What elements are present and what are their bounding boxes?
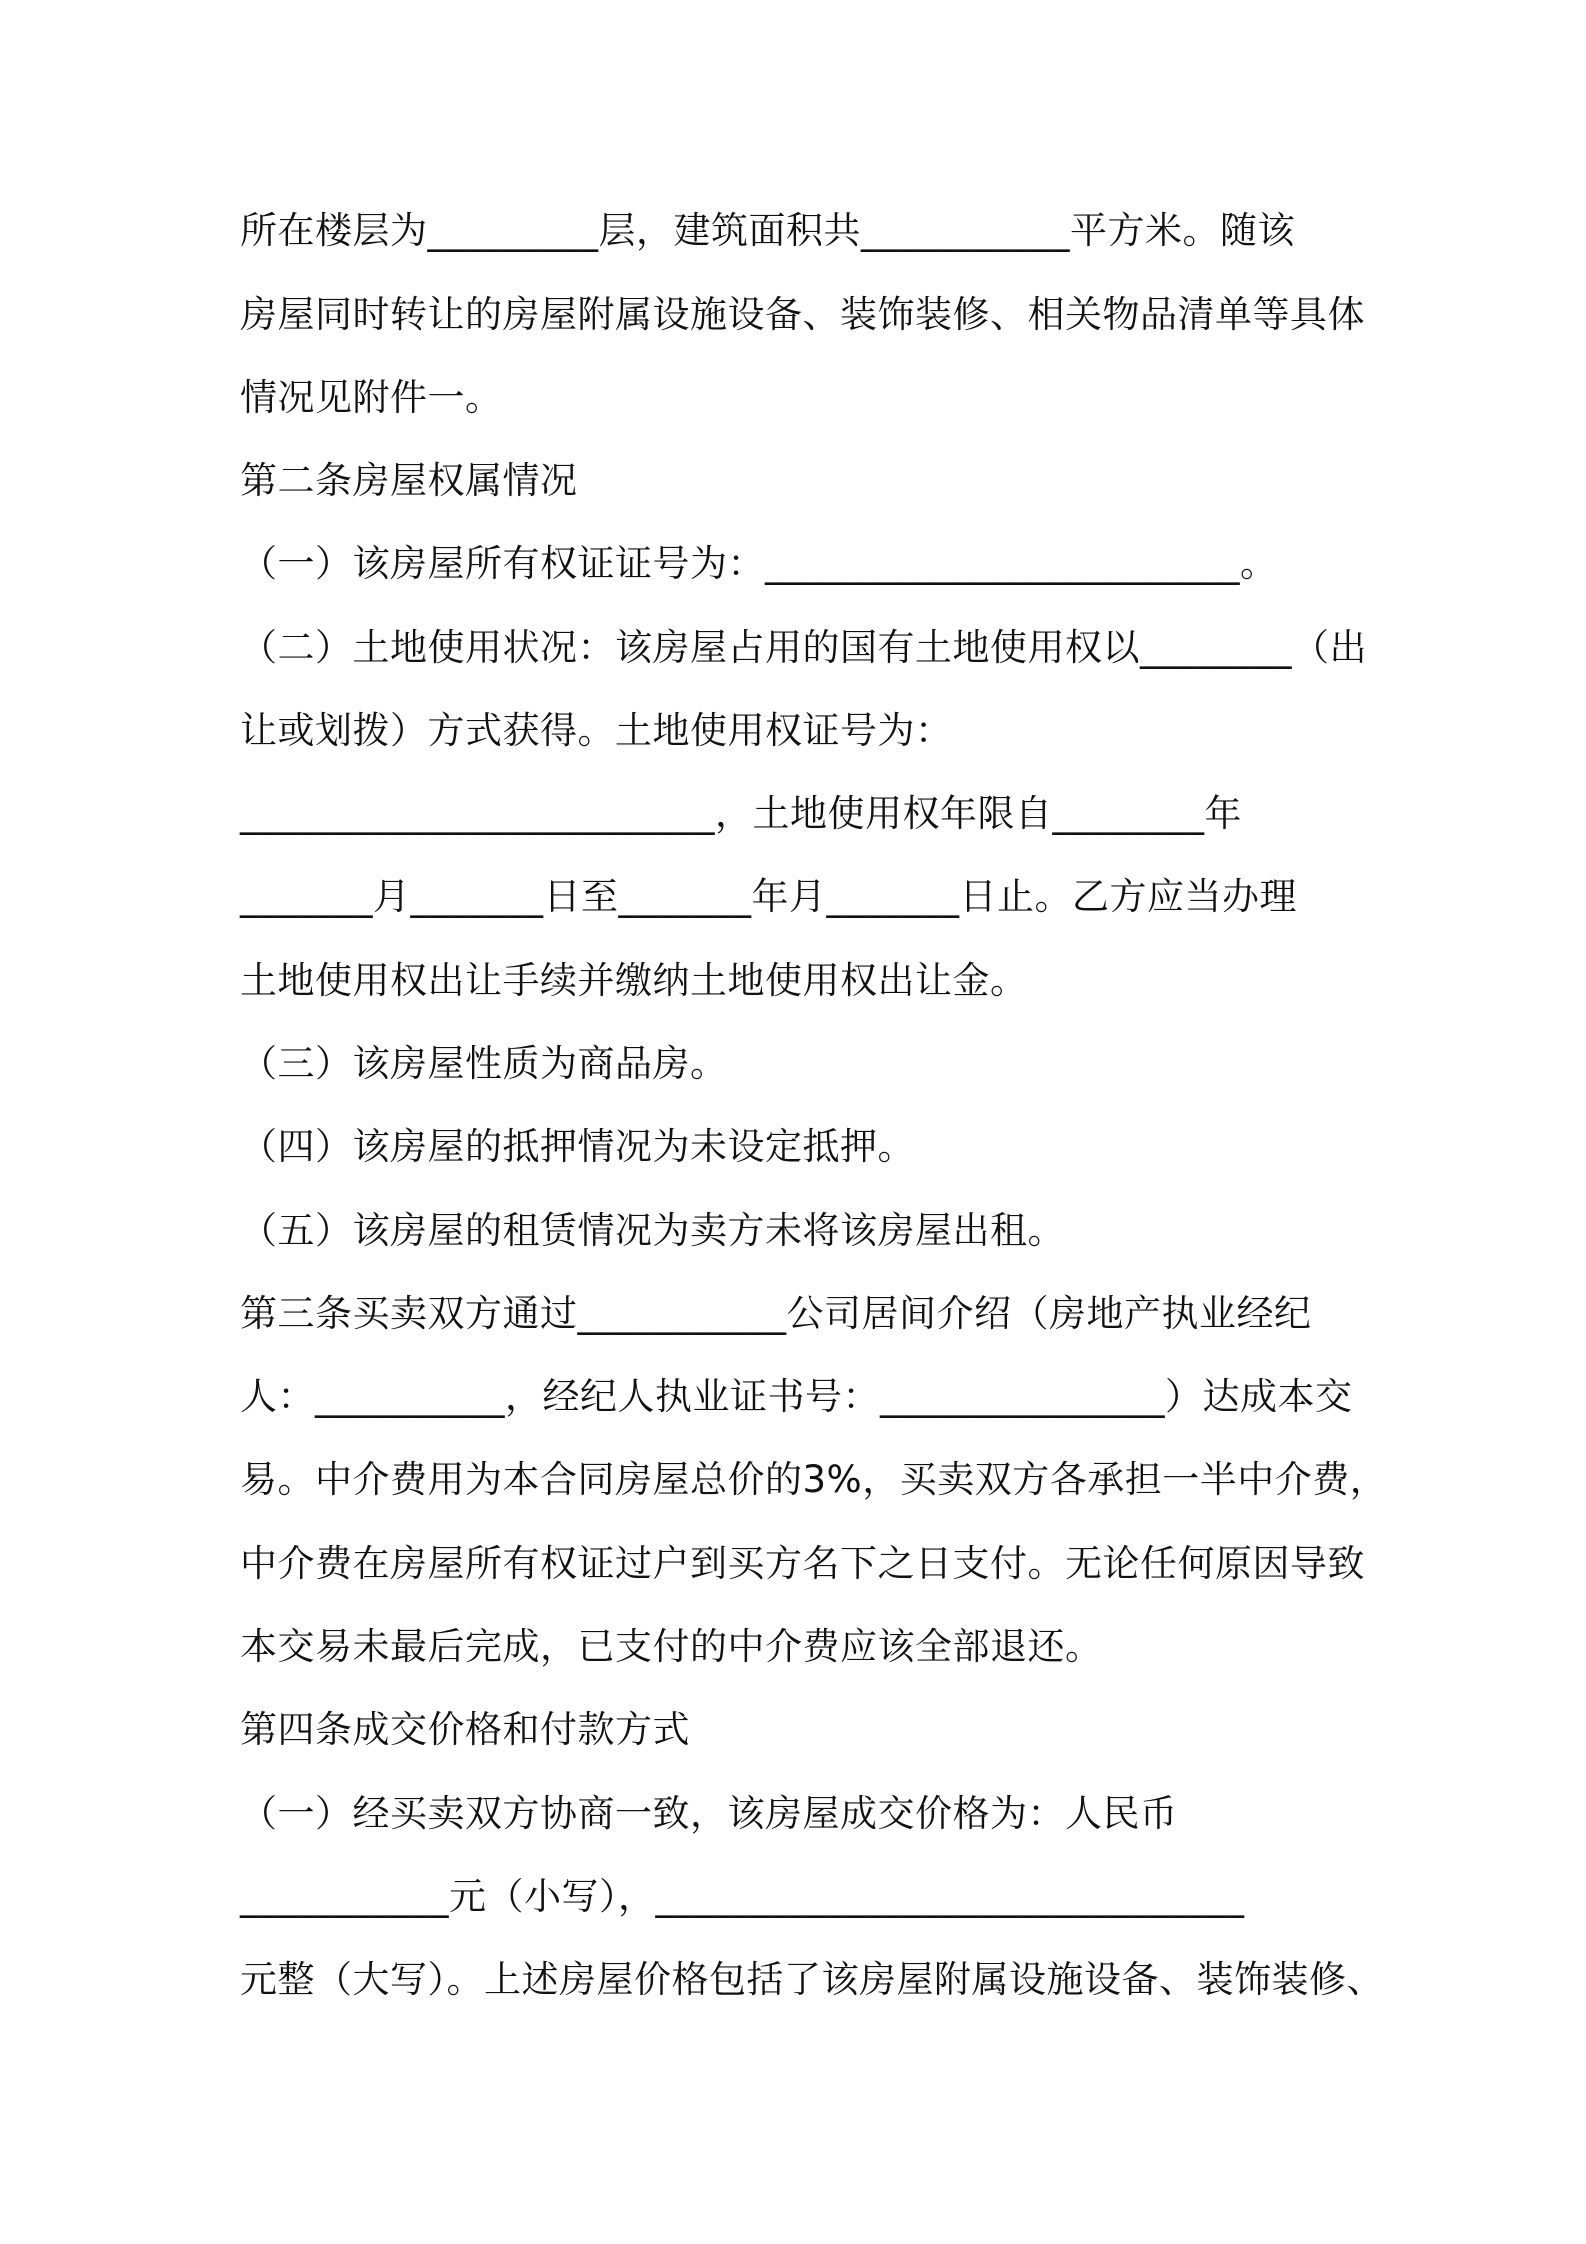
section-heading: 第三条买卖双方通过___________公司居间介绍（房地产执业经纪 xyxy=(240,1292,1312,1335)
text-line: 让或划拨）方式获得。土地使用权证号为： xyxy=(240,709,953,752)
section-heading: 第四条成交价格和付款方式 xyxy=(240,1708,690,1751)
text-line: （四）该房屋的抵押情况为未设定抵押。 xyxy=(240,1125,915,1168)
text-line: （三）该房屋性质为商品房。 xyxy=(240,1042,728,1085)
text-line: （一）经买卖双方协商一致，该房屋成交价格为：人民币 xyxy=(240,1792,1178,1835)
section-heading: 第二条房屋权属情况 xyxy=(240,459,578,502)
text-line: （二）土地使用状况：该房屋占用的国有土地使用权以________（出 xyxy=(240,626,1367,669)
text-line: 中介费在房屋所有权证过户到买方名下之日支付。无论任何原因导致 xyxy=(240,1542,1365,1585)
text-line: （五）该房屋的租赁情况为卖方未将该房屋出租。 xyxy=(240,1209,1065,1252)
text-line: ___________元（小写），_______________________________ xyxy=(240,1875,1245,1918)
text-line: 土地使用权出让手续并缴纳土地使用权出让金。 xyxy=(240,959,1028,1002)
text-line: 所在楼层为_________层，建筑面积共___________平方米。随该 xyxy=(240,209,1295,252)
text-line: 元整（大写）。上述房屋价格包括了该房屋附属设施设备、装饰装修、 xyxy=(240,1958,1384,2001)
text-line: 本交易未最后完成，已支付的中介费应该全部退还。 xyxy=(240,1625,1103,1668)
text-line: 人：__________，经纪人执业证书号：_______________）达成本交 xyxy=(240,1375,1353,1418)
text-line: 易。中介费用为本合同房屋总价的3%，买卖双方各承担一半中介费， xyxy=(240,1458,1388,1501)
text-line: _______月_______日至_______年月_______日止。乙方应当办理 xyxy=(240,875,1297,918)
text-line: （一）该房屋所有权证证号为：_________________________。 xyxy=(240,542,1278,585)
text-line: _________________________，土地使用权年限自________年 xyxy=(240,792,1242,835)
text-line: 房屋同时转让的房屋附属设施设备、装饰装修、相关物品清单等具体 xyxy=(240,293,1365,336)
text-line: 情况见附件一。 xyxy=(240,376,503,419)
